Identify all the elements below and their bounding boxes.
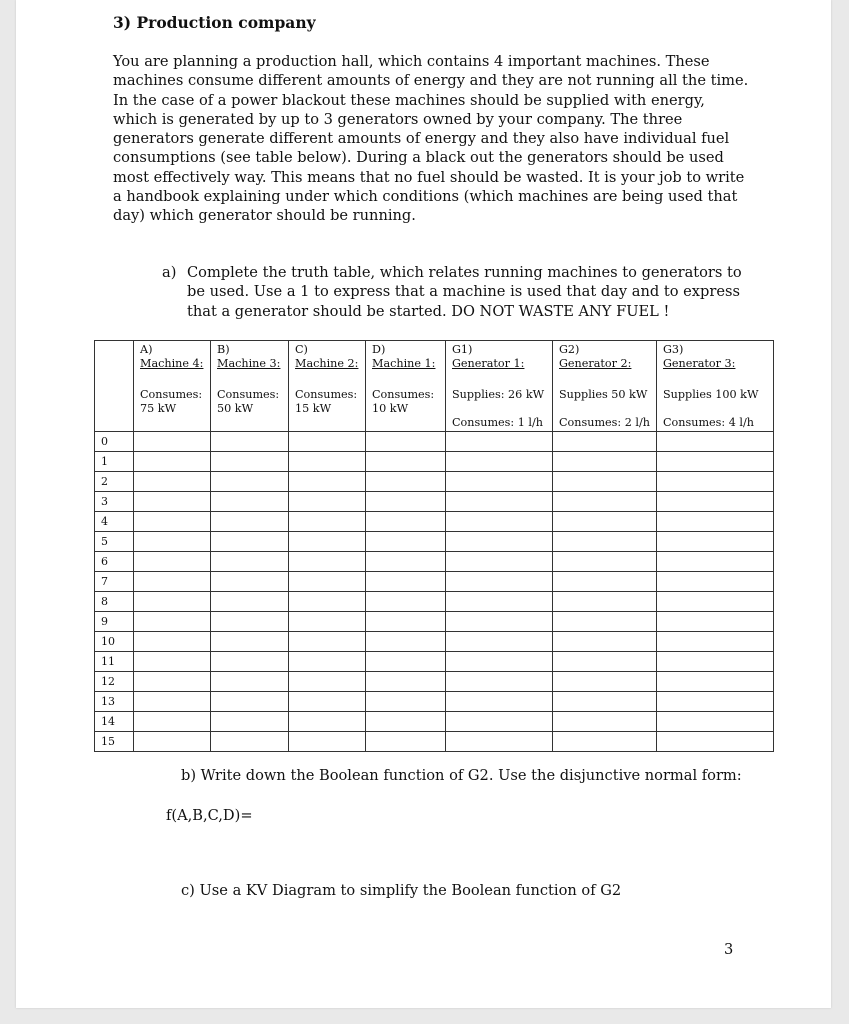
row-number: 13 <box>95 692 134 712</box>
table-cell[interactable] <box>289 632 366 652</box>
column-detail: 10 kW <box>372 401 409 415</box>
column-name: Machine 4: <box>140 356 204 370</box>
row-number: 5 <box>95 532 134 552</box>
table-cell[interactable] <box>366 572 446 592</box>
header-generator-1 <box>446 341 553 432</box>
table-cell[interactable] <box>446 672 553 692</box>
header-machine-2 <box>289 341 366 432</box>
column-letter: G1) <box>452 343 473 356</box>
table-row <box>95 592 774 612</box>
table-row <box>95 632 774 652</box>
table-cell[interactable] <box>446 432 553 452</box>
table-cell[interactable] <box>366 732 446 752</box>
column-detail: Supplies 50 kW <box>559 388 648 401</box>
table-cell[interactable] <box>366 552 446 572</box>
table-cell[interactable] <box>211 712 289 732</box>
table-cell[interactable] <box>366 592 446 612</box>
table-cell[interactable] <box>446 552 553 572</box>
table-cell[interactable] <box>289 512 366 532</box>
header-corner <box>95 341 134 432</box>
table-header-row <box>95 341 774 432</box>
table-cell[interactable] <box>366 632 446 652</box>
table-cell[interactable] <box>134 632 211 652</box>
column-detail: 75 kW <box>140 401 177 415</box>
table-row <box>95 692 774 712</box>
table-cell[interactable] <box>134 552 211 572</box>
table-cell[interactable] <box>134 492 211 512</box>
header-machine-1 <box>366 341 446 432</box>
row-number: 1 <box>95 452 134 472</box>
table-row <box>95 532 774 552</box>
column-letter: D) <box>372 343 386 356</box>
table-cell[interactable] <box>657 552 774 572</box>
table-row <box>95 732 774 752</box>
table-cell[interactable] <box>134 572 211 592</box>
table-cell[interactable] <box>446 692 553 712</box>
table-cell[interactable] <box>553 452 657 472</box>
table-cell[interactable] <box>657 472 774 492</box>
table-row <box>95 572 774 592</box>
table-cell[interactable] <box>446 592 553 612</box>
table-cell[interactable] <box>553 432 657 452</box>
table-cell[interactable] <box>553 732 657 752</box>
table-cell[interactable] <box>657 732 774 752</box>
table-cell[interactable] <box>134 612 211 632</box>
table-cell[interactable] <box>134 472 211 492</box>
row-number: 7 <box>95 572 134 592</box>
table-row <box>95 472 774 492</box>
table-cell[interactable] <box>211 632 289 652</box>
table-cell[interactable] <box>134 532 211 552</box>
table-cell[interactable] <box>289 452 366 472</box>
table-cell[interactable] <box>446 532 553 552</box>
column-letter: G3) <box>663 343 684 356</box>
table-row <box>95 712 774 732</box>
row-number: 4 <box>95 512 134 532</box>
table-cell[interactable] <box>134 452 211 472</box>
table-row <box>95 432 774 452</box>
table-cell[interactable] <box>289 592 366 612</box>
column-letter: G2) <box>559 343 580 356</box>
table-row <box>95 492 774 512</box>
table-row <box>95 552 774 572</box>
table-cell[interactable] <box>446 612 553 632</box>
column-detail: Consumes: 2 l/h <box>559 415 650 429</box>
table-cell[interactable] <box>134 712 211 732</box>
table-cell[interactable] <box>553 612 657 632</box>
table-cell[interactable] <box>366 432 446 452</box>
truth-table <box>94 340 774 752</box>
row-number: 0 <box>95 432 134 452</box>
table-cell[interactable] <box>657 452 774 472</box>
table-cell[interactable] <box>211 612 289 632</box>
table-cell[interactable] <box>553 672 657 692</box>
table-cell[interactable] <box>211 492 289 512</box>
table-cell[interactable] <box>211 472 289 492</box>
table-cell[interactable] <box>289 492 366 512</box>
table-cell[interactable] <box>553 532 657 552</box>
table-cell[interactable] <box>289 572 366 592</box>
column-name: Machine 1: <box>372 356 436 370</box>
question-a-text: Complete the truth table, which relates running machines to generators to be used. Use a 1 to express that a machine is used that day and to express that a generator should be started. DO NOT WASTE ANY FUEL ! <box>187 264 742 320</box>
table-cell[interactable] <box>657 672 774 692</box>
table-cell[interactable] <box>134 652 211 672</box>
table-cell[interactable] <box>211 532 289 552</box>
formula-field[interactable]: f(A,B,C,D)= <box>166 807 253 824</box>
question-a-label: a) <box>162 264 177 281</box>
table-cell[interactable] <box>289 692 366 712</box>
table-row <box>95 612 774 632</box>
table-cell[interactable] <box>289 532 366 552</box>
row-number: 8 <box>95 592 134 612</box>
intro-paragraph: You are planning a production hall, which contains 4 important machines. These machines consume different amounts of energy and they are not running all the time. In the case of a power blackout these machines should be supplied with energy, which is generated by up to 3 generators owned by your company. The three generators generate different amounts of energy and they also have individual fuel consumptions (see table below). During a black out the generators should be used most effectively way. This means that no fuel should be wasted. It is your job to write a handbook explaining under which conditions (which machines are being used that day) which generator should be running. <box>113 53 749 225</box>
column-detail: Consumes: 4 l/h <box>663 415 754 429</box>
row-number: 10 <box>95 632 134 652</box>
table-cell[interactable] <box>211 432 289 452</box>
table-cell[interactable] <box>289 472 366 492</box>
table-cell[interactable] <box>289 652 366 672</box>
table-cell[interactable] <box>446 712 553 732</box>
table-cell[interactable] <box>657 572 774 592</box>
table-cell[interactable] <box>553 652 657 672</box>
column-name: Machine 2: <box>295 356 359 370</box>
row-number: 11 <box>95 652 134 672</box>
table-cell[interactable] <box>134 672 211 692</box>
table-cell[interactable] <box>134 692 211 712</box>
column-letter: C) <box>295 343 308 356</box>
table-cell[interactable] <box>657 712 774 732</box>
table-cell[interactable] <box>553 712 657 732</box>
table-cell[interactable] <box>553 492 657 512</box>
table-cell[interactable] <box>366 692 446 712</box>
row-number: 15 <box>95 732 134 752</box>
table-cell[interactable] <box>211 572 289 592</box>
table-cell[interactable] <box>366 532 446 552</box>
row-number: 9 <box>95 612 134 632</box>
table-cell[interactable] <box>553 512 657 532</box>
table-cell[interactable] <box>134 432 211 452</box>
table-cell[interactable] <box>553 592 657 612</box>
table-cell[interactable] <box>657 432 774 452</box>
table-cell[interactable] <box>366 492 446 512</box>
table-cell[interactable] <box>211 592 289 612</box>
table-cell[interactable] <box>366 652 446 672</box>
table-cell[interactable] <box>211 452 289 472</box>
table-cell[interactable] <box>134 512 211 532</box>
row-number: 12 <box>95 672 134 692</box>
table-cell[interactable] <box>657 612 774 632</box>
section-heading: 3) Production company <box>113 13 316 32</box>
table-cell[interactable] <box>366 452 446 472</box>
table-cell[interactable] <box>366 512 446 532</box>
table-cell[interactable] <box>446 472 553 492</box>
column-name: Machine 3: <box>217 356 281 370</box>
table-cell[interactable] <box>211 512 289 532</box>
table-cell[interactable] <box>657 692 774 712</box>
header-machine-3 <box>211 341 289 432</box>
column-detail: Supplies 100 kW <box>663 388 759 401</box>
table-cell[interactable] <box>366 712 446 732</box>
table-cell[interactable] <box>553 552 657 572</box>
row-number: 14 <box>95 712 134 732</box>
table-cell[interactable] <box>446 632 553 652</box>
question-c: c) Use a KV Diagram to simplify the Boolean function of G2 <box>181 882 622 899</box>
table-cell[interactable] <box>366 472 446 492</box>
table-cell[interactable] <box>446 452 553 472</box>
column-letter: B) <box>217 343 230 356</box>
table-cell[interactable] <box>289 432 366 452</box>
header-generator-2 <box>553 341 657 432</box>
table-cell[interactable] <box>289 612 366 632</box>
table-cell[interactable] <box>657 592 774 612</box>
table-cell[interactable] <box>553 572 657 592</box>
table-cell[interactable] <box>211 552 289 572</box>
column-detail: Consumes: 1 l/h <box>452 415 543 429</box>
row-number: 6 <box>95 552 134 572</box>
table-cell[interactable] <box>366 612 446 632</box>
row-number: 2 <box>95 472 134 492</box>
column-detail: 15 kW <box>295 401 332 415</box>
truth-table-body <box>95 432 774 752</box>
table-cell[interactable] <box>657 632 774 652</box>
table-cell[interactable] <box>446 732 553 752</box>
table-cell[interactable] <box>289 712 366 732</box>
table-cell[interactable] <box>289 552 366 572</box>
table-cell[interactable] <box>446 652 553 672</box>
table-cell[interactable] <box>553 692 657 712</box>
table-row <box>95 452 774 472</box>
table-cell[interactable] <box>657 532 774 552</box>
table-cell[interactable] <box>446 572 553 592</box>
column-name: Generator 1: <box>452 356 525 370</box>
table-cell[interactable] <box>553 632 657 652</box>
question-b: b) Write down the Boolean function of G2. Use the disjunctive normal form: <box>181 767 742 784</box>
column-name: Generator 3: <box>663 356 736 370</box>
table-cell[interactable] <box>366 672 446 692</box>
table-cell[interactable] <box>289 672 366 692</box>
column-detail: Consumes: <box>140 388 203 401</box>
column-letter: A) <box>140 343 153 356</box>
table-cell[interactable] <box>657 512 774 532</box>
page-number: 3 <box>724 941 734 958</box>
column-detail: Consumes: <box>372 388 435 401</box>
table-cell[interactable] <box>657 652 774 672</box>
row-number: 3 <box>95 492 134 512</box>
table-row <box>95 652 774 672</box>
table-row <box>95 512 774 532</box>
table-cell[interactable] <box>446 492 553 512</box>
header-generator-3 <box>657 341 774 432</box>
table-cell[interactable] <box>134 592 211 612</box>
table-cell[interactable] <box>211 692 289 712</box>
column-detail: 50 kW <box>217 401 254 415</box>
table-cell[interactable] <box>657 492 774 512</box>
table-cell[interactable] <box>211 732 289 752</box>
table-cell[interactable] <box>289 732 366 752</box>
table-cell[interactable] <box>211 672 289 692</box>
table-cell[interactable] <box>446 512 553 532</box>
column-detail: Supplies: 26 kW <box>452 388 545 401</box>
column-detail: Consumes: <box>217 388 280 401</box>
header-machine-4 <box>134 341 211 432</box>
table-cell[interactable] <box>134 732 211 752</box>
column-detail: Consumes: <box>295 388 358 401</box>
column-name: Generator 2: <box>559 356 632 370</box>
table-cell[interactable] <box>553 472 657 492</box>
table-cell[interactable] <box>211 652 289 672</box>
table-row <box>95 672 774 692</box>
